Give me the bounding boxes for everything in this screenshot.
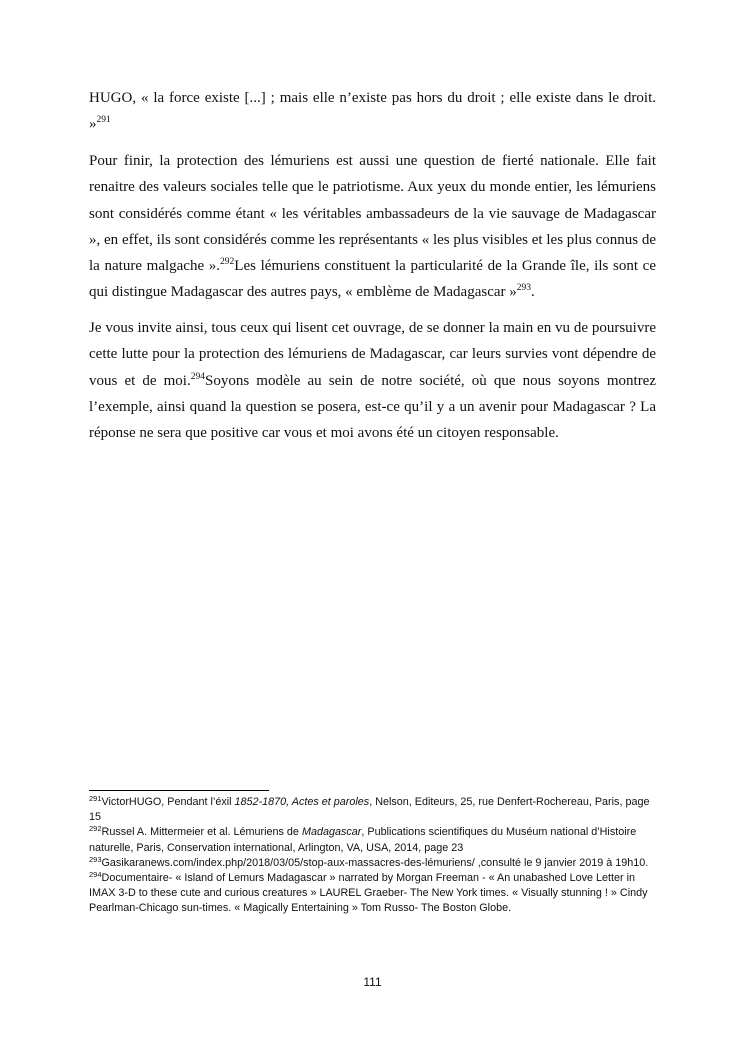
paragraph-text: . [531,284,535,301]
paragraph-hugo-quote [89,85,656,138]
paragraph-text: HUGO, « la force existe [...] ; mais elle n’existe pas hors du droit ; elle existe dans le droit. » [89,90,656,133]
footnote-294 [89,871,656,917]
footnote-text: Documentaire- « Island of Lemurs Madagascar » narrated by Morgan Freeman - « An unabashed Love Letter in IMAX 3-D to these cute and curious creatures » LAUREL Graeber- The New York times. « Visually stunning ! » Cindy Pearlman-Chicago sun-times. « Magically Entertaining » Tom Russo- The Boston Globe. [89,872,648,915]
footnote-text: Russel A. Mittermeier et al. Lémuriens de [101,826,302,839]
footnote-text: VictorHUGO, Pendant l’éxil [101,796,235,808]
footnote-ref-294[interactable]: 294 [190,371,205,382]
footnote-number: 293 [89,854,102,864]
page-number: 111 [363,975,382,989]
footnote-number: 294 [89,870,102,880]
paragraph-text: Pour finir, la protection des lémuriens est aussi une question de fierté nationale. Elle fait renaitre des valeurs sociales telle que le patriotisme. Aux yeux du monde entier, les lémuriens sont considérés comme étant « les véritables ambassadeurs de la vie sauvage de Madagascar », en effet, ils sont considérés comme les représentants « les plus visibles et les plus connus de la nature malgache ». [89,153,656,275]
footnote-292 [89,825,656,855]
paragraph-text: Les lémuriens constituent la particularité de la Grande île, ils sont ce qui distingue Madagascar des autres pays, « emblème de Madagascar » [89,258,656,301]
footnotes [89,795,656,917]
paragraph-call-to-action [89,315,656,446]
footnote-291 [89,795,656,825]
footnote-ref-293[interactable]: 293 [516,283,532,294]
footnote-text: , Publications scientifiques du Muséum national d’Histoire naturelle, Paris, Conservation international, Arlington, VA, USA, 2014, page 23 [89,826,637,854]
footnote-separator [89,790,269,791]
footnote-text: , Nelson, Editeurs, 25, rue Denfert-Rochereau, Paris, page 15 [89,796,650,824]
footnote-293 [89,856,656,871]
paragraph-text: Soyons modèle au sein de notre société, où que nous soyons montrez l’exemple, ainsi quand la question se posera, est-ce qu’il y a un avenir pour Madagascar ? La réponse ne sera que positive car vous et moi avons été un citoyen responsable. [89,372,657,442]
footnote-ref-291[interactable]: 291 [96,115,111,126]
footnote-text: Gasikaranews.com/index.php/2018/03/05/stop-aux-massacres-des-lémuriens/ ,consulté le 9 janvier 2019 à 19h10. [101,856,649,869]
footnote-number: 292 [89,824,102,834]
paragraph-text: Je vous invite ainsi, tous ceux qui lisent cet ouvrage, de se donner la main en vu de poursuivre cette lutte pour la protection des lémuriens de Madagascar, car leurs survies vont dépendre de vous et de moi. [89,320,656,389]
paragraph-national-pride [89,148,656,306]
footnote-number: 291 [89,794,102,803]
footnote-italic-title: 1852-1870, Actes et paroles [234,796,370,808]
footnote-ref-292[interactable]: 292 [220,257,235,268]
footnote-italic-title: Madagascar [301,826,362,839]
